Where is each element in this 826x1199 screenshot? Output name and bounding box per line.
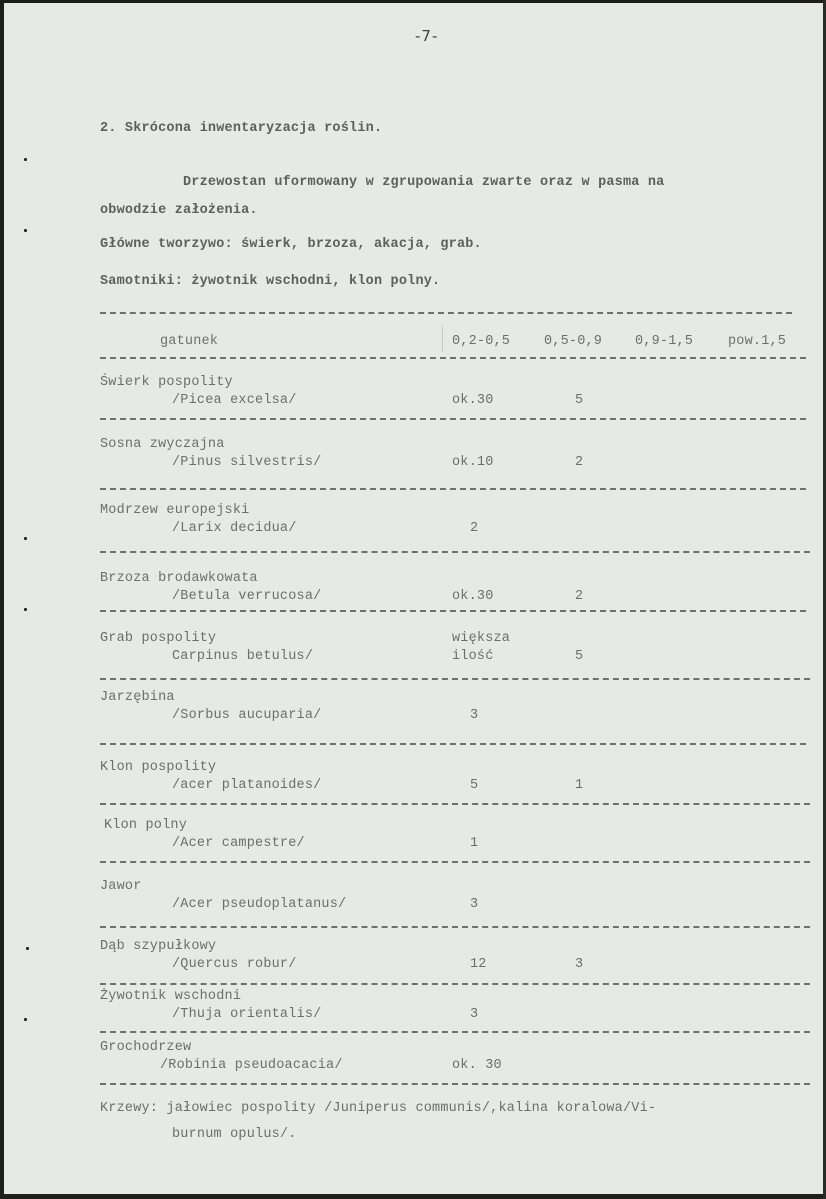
row-species-name: Klon pospolity bbox=[100, 760, 217, 775]
header-col-4: pow.1,5 bbox=[728, 334, 787, 349]
row-col-2: 5 bbox=[575, 649, 584, 664]
row-col-2: 5 bbox=[575, 393, 584, 408]
scan-frame-top bbox=[0, 0, 826, 3]
row-species-name: Jarzębina bbox=[100, 690, 175, 705]
table-row-rule bbox=[100, 743, 806, 745]
row-species-name: Brzoza brodawkowata bbox=[100, 571, 258, 586]
scan-frame-bottom bbox=[0, 1194, 826, 1199]
row-latin-name: /acer platanoides/ bbox=[172, 778, 322, 793]
row-latin-name: /Betula verrucosa/ bbox=[172, 589, 322, 604]
header-col-1: 0,2-0,5 bbox=[452, 334, 511, 349]
table-row-rule bbox=[100, 488, 806, 490]
table-row-rule bbox=[100, 678, 810, 680]
row-col-1: ok. 30 bbox=[452, 1058, 502, 1073]
row-col-2: 1 bbox=[575, 778, 584, 793]
row-species-name: Sosna zwyczajna bbox=[100, 437, 225, 452]
row-latin-name: /Larix decidua/ bbox=[172, 521, 297, 536]
table-rule-header bbox=[100, 357, 806, 359]
row-col-1-line-1: większa bbox=[452, 631, 511, 646]
column-divider bbox=[442, 326, 443, 352]
row-latin-name: /Sorbus aucuparia/ bbox=[172, 708, 322, 723]
table-row-rule bbox=[100, 861, 810, 863]
section-heading: 2. Skrócona inwentaryzacja roślin. bbox=[100, 121, 383, 136]
row-col-1: ilość bbox=[452, 649, 494, 664]
table-row-rule bbox=[100, 983, 810, 985]
shrubs-line-1: Krzewy: jałowiec pospolity /Juniperus communis/,kalina koralowa/Vi- bbox=[100, 1101, 657, 1116]
scan-frame-left bbox=[0, 0, 4, 1199]
row-col-2: 3 bbox=[575, 957, 584, 972]
table-row-rule bbox=[100, 1031, 810, 1033]
table-rule-bottom bbox=[100, 1083, 810, 1085]
table-row-rule bbox=[100, 926, 810, 928]
row-col-1: 5 bbox=[470, 778, 479, 793]
row-latin-name: /Acer campestre/ bbox=[172, 836, 305, 851]
paragraph-line-1: Drzewostan uformowany w zgrupowania zwarte oraz w pasma na bbox=[183, 175, 665, 190]
table-row-rule bbox=[100, 610, 806, 612]
page-number: -7- bbox=[415, 27, 439, 45]
row-species-name: Żywotnik wschodni bbox=[100, 989, 242, 1004]
row-species-name: Klon polny bbox=[104, 818, 188, 833]
row-latin-name: /Quercus robur/ bbox=[172, 957, 297, 972]
margin-dot bbox=[24, 1018, 27, 1021]
row-species-name: Jawor bbox=[100, 879, 142, 894]
row-latin-name: /Robinia pseudoacacia/ bbox=[160, 1058, 343, 1073]
row-latin-name: /Pinus silvestris/ bbox=[172, 455, 322, 470]
row-latin-name: Carpinus betulus/ bbox=[172, 649, 314, 664]
margin-dot bbox=[24, 608, 27, 611]
row-latin-name: /Acer pseudoplatanus/ bbox=[172, 897, 347, 912]
row-col-1: ok.10 bbox=[452, 455, 494, 470]
header-species: gatunek bbox=[160, 334, 219, 349]
row-col-1: 3 bbox=[470, 708, 479, 723]
main-material-line: Główne tworzywo: świerk, brzoza, akacja, grab. bbox=[100, 237, 482, 252]
row-col-2: 2 bbox=[575, 589, 584, 604]
row-col-1: 1 bbox=[470, 836, 479, 851]
header-col-3: 0,9-1,5 bbox=[635, 334, 694, 349]
table-row-rule bbox=[100, 803, 810, 805]
margin-dot bbox=[26, 947, 29, 950]
row-species-name: Dąb szypułkowy bbox=[100, 939, 217, 954]
row-col-1: 2 bbox=[470, 521, 479, 536]
row-species-name: Grab pospolity bbox=[100, 631, 217, 646]
table-row-rule bbox=[100, 551, 810, 553]
table-row-rule bbox=[100, 418, 806, 420]
row-col-1: ok.30 bbox=[452, 393, 494, 408]
row-col-1: 3 bbox=[470, 897, 479, 912]
row-latin-name: /Thuja orientalis/ bbox=[172, 1007, 322, 1022]
row-col-2: 2 bbox=[575, 455, 584, 470]
row-col-1: 12 bbox=[470, 957, 487, 972]
header-col-2: 0,5-0,9 bbox=[544, 334, 603, 349]
row-col-1: ok.30 bbox=[452, 589, 494, 604]
row-species-name: Świerk pospolity bbox=[100, 375, 233, 390]
row-species-name: Modrzew europejski bbox=[100, 503, 250, 518]
row-latin-name: /Picea excelsa/ bbox=[172, 393, 297, 408]
table-rule-top bbox=[100, 312, 792, 314]
margin-dot bbox=[24, 537, 27, 540]
paragraph-line-2: obwodzie założenia. bbox=[100, 203, 258, 218]
shrubs-line-2: burnum opulus/. bbox=[172, 1127, 297, 1142]
margin-dot bbox=[24, 158, 27, 161]
row-col-1: 3 bbox=[470, 1007, 479, 1022]
row-species-name: Grochodrzew bbox=[100, 1040, 192, 1055]
margin-dot bbox=[24, 229, 27, 232]
solitaires-line: Samotniki: żywotnik wschodni, klon polny. bbox=[100, 274, 441, 289]
